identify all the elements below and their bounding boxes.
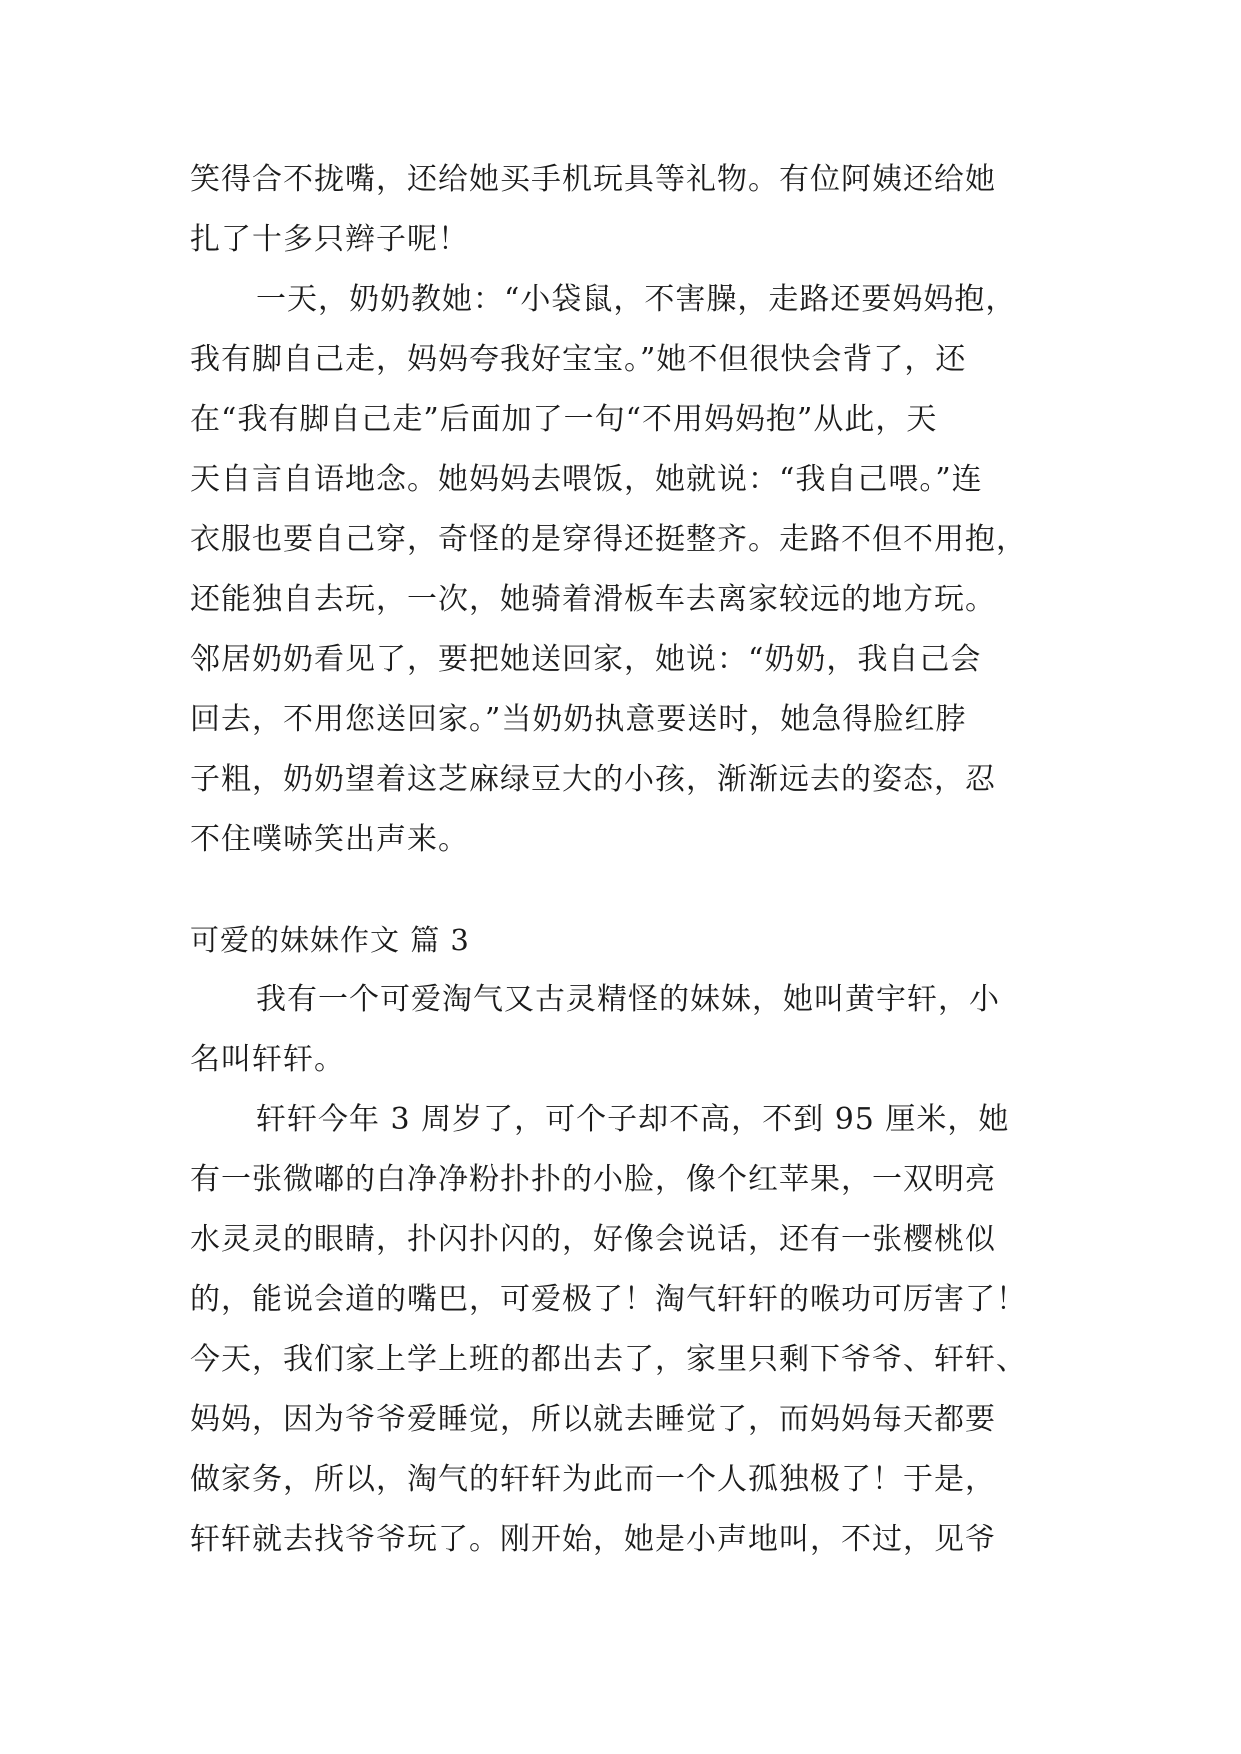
- paragraph: [190, 980, 1070, 1080]
- text-line: 不住噗哧笑出声来。: [190, 822, 469, 857]
- section-title: 可爱的妹妹作文 篇 3: [190, 923, 470, 957]
- text-line: 还能独自去玩，一次，她骑着滑板车去离家较远的地方玩。: [190, 582, 996, 617]
- text-line: 轩轩今年 3 周岁了，可个子却不高，不到 95 厘米，她: [256, 1102, 1010, 1137]
- text-line: 的，能说会道的嘴巴，可爱极了！淘气轩轩的喉功可厉害了！: [190, 1282, 1027, 1317]
- text-line: 我有脚自己走，妈妈夸我好宝宝。”她不但很快会背了，还: [190, 342, 967, 377]
- document-page: [190, 160, 1070, 1580]
- text-line: 衣服也要自己穿，奇怪的是穿得还挺整齐。走路不但不用抱，: [190, 522, 1027, 557]
- text-line: 一天，奶奶教她：“小袋鼠，不害臊，走路还要妈妈抱，: [256, 282, 1017, 317]
- continuation-paragraph: [190, 160, 1070, 260]
- text-line: 轩轩就去找爷爷玩了。刚开始，她是小声地叫，不过，见爷: [190, 1522, 996, 1557]
- text-line: 有一张微嘟的白净净粉扑扑的小脸，像个红苹果，一双明亮: [190, 1162, 996, 1197]
- text-line: 妈妈，因为爷爷爱睡觉，所以就去睡觉了，而妈妈每天都要: [190, 1402, 996, 1437]
- text-line: 子粗，奶奶望着这芝麻绿豆大的小孩，渐渐远去的姿态，忍: [190, 762, 996, 797]
- section-gap: [190, 880, 1070, 920]
- text-line: 做家务，所以，淘气的轩轩为此而一个人孤独极了！于是，: [190, 1462, 996, 1497]
- text-line: 天自言自语地念。她妈妈去喂饭，她就说：“我自己喂。”连: [190, 462, 983, 497]
- text-line: 水灵灵的眼睛，扑闪扑闪的，好像会说话，还有一张樱桃似: [190, 1222, 996, 1257]
- text-line: 在“我有脚自己走”后面加了一句“不用妈妈抱”从此，天: [190, 402, 938, 437]
- text-line: 我有一个可爱淘气又古灵精怪的妹妹，她叫黄宇轩，小: [256, 982, 1000, 1017]
- text-line: 扎了十多只辫子呢！: [190, 222, 469, 257]
- text-line: 邻居奶奶看见了，要把她送回家，她说：“奶奶，我自己会: [190, 642, 982, 677]
- paragraph: [190, 280, 1070, 860]
- text-line: 回去，不用您送回家。”当奶奶执意要送时，她急得脸红脖: [190, 702, 967, 737]
- paragraph: [190, 1100, 1070, 1560]
- text-line: 笑得合不拢嘴，还给她买手机玩具等礼物。有位阿姨还给她: [190, 162, 996, 197]
- text-line: 今天，我们家上学上班的都出去了，家里只剩下爷爷、轩轩、: [190, 1342, 1027, 1377]
- text-line: 名叫轩轩。: [190, 1042, 345, 1077]
